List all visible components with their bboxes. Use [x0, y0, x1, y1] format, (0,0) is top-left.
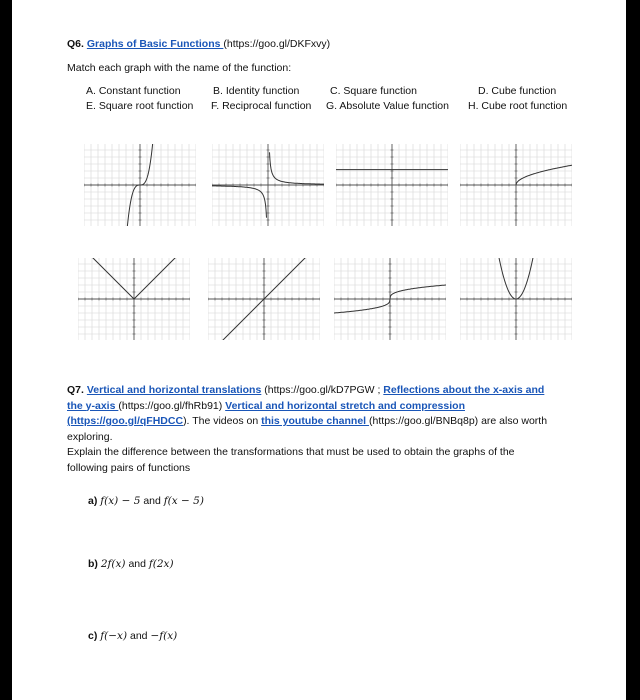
option-c: C. Square function: [330, 85, 417, 97]
item-a-expr2: f(x − 5): [163, 495, 204, 507]
cube-function-graph: [84, 144, 196, 226]
item-b-expr1: 2f(x): [100, 558, 126, 570]
q7-link-stretch[interactable]: Vertical and horizontal stretch and compression: [225, 399, 465, 412]
option-a: A. Constant function: [86, 85, 181, 97]
item-c-label: c): [88, 630, 98, 642]
q7-after-stretch: ). The videos on: [183, 415, 262, 427]
item-a-label: a): [88, 495, 98, 507]
q7-exploring: exploring.: [67, 430, 113, 443]
q7-explain-1: Explain the difference between the transformations that must be used to obtain the graphs of the: [67, 446, 515, 458]
square-function-graph: [460, 258, 572, 340]
q7-link-reflections-cont[interactable]: the y-axis: [67, 399, 119, 412]
option-f: F. Reciprocal function: [211, 100, 312, 112]
cube-root-function-graph: [334, 258, 446, 340]
absolute-value-function-graph: [78, 258, 190, 340]
q7-explain-2: following pairs of functions: [67, 461, 191, 474]
graph-7: [334, 258, 446, 340]
item-c-expr2: −f(x): [150, 630, 178, 642]
item-a-expr1: f(x) − 5: [100, 495, 141, 507]
q6-link[interactable]: Graphs of Basic Functions: [86, 38, 224, 50]
item-b-and: and: [125, 558, 149, 570]
q6-number: Q6.: [67, 38, 84, 50]
option-b: B. Identity function: [213, 85, 300, 97]
q6-url: (https://goo.gl/DKFxvy): [223, 38, 331, 50]
q6-heading: [67, 37, 330, 51]
graph-4: [460, 144, 572, 226]
worksheet-page: [12, 0, 626, 700]
item-c-and: and: [127, 630, 151, 642]
option-g: G. Absolute Value function: [326, 100, 449, 112]
option-e: E. Square root function: [86, 100, 194, 112]
q7-paragraph: [67, 383, 587, 476]
q7-url-2: (https://goo.gl/fhRb91): [118, 399, 226, 412]
identity-function-graph: [208, 258, 320, 340]
q7-link-reflections[interactable]: Reflections about the x-axis and: [383, 384, 545, 396]
q7-url-1: (https://goo.gl/kD7PGW ;: [261, 384, 384, 396]
square-root-function-graph: [460, 144, 572, 226]
q7-item-c: [88, 629, 177, 643]
q7-link-youtube[interactable]: this youtube channel: [261, 415, 370, 427]
q7-item-a: [88, 494, 204, 508]
option-d: D. Cube function: [478, 85, 557, 97]
graph-6: [208, 258, 320, 340]
q7-item-b: [88, 557, 174, 571]
item-b-label: b): [88, 558, 98, 570]
q7-link-translations[interactable]: Vertical and horizontal translations: [86, 384, 262, 396]
q6-instruction: Match each graph with the name of the function:: [67, 62, 292, 74]
graph-2: [212, 144, 324, 226]
reciprocal-function-graph: [212, 144, 324, 226]
graph-3: [336, 144, 448, 226]
item-a-and: and: [140, 495, 164, 507]
option-h: H. Cube root function: [468, 100, 568, 112]
graph-1: [84, 144, 196, 226]
item-b-expr2: f(2x): [148, 558, 174, 570]
q7-link-stretch-url[interactable]: (https://goo.gl/qFHDCC: [67, 415, 184, 427]
constant-function-graph: [336, 144, 448, 226]
q7-url-4: (https://goo.gl/BNBq8p) are also worth: [369, 415, 548, 427]
graph-5: [78, 258, 190, 340]
q7-number: Q7.: [67, 384, 84, 396]
item-c-expr1: f(−x): [100, 630, 128, 642]
graph-8: [460, 258, 572, 340]
